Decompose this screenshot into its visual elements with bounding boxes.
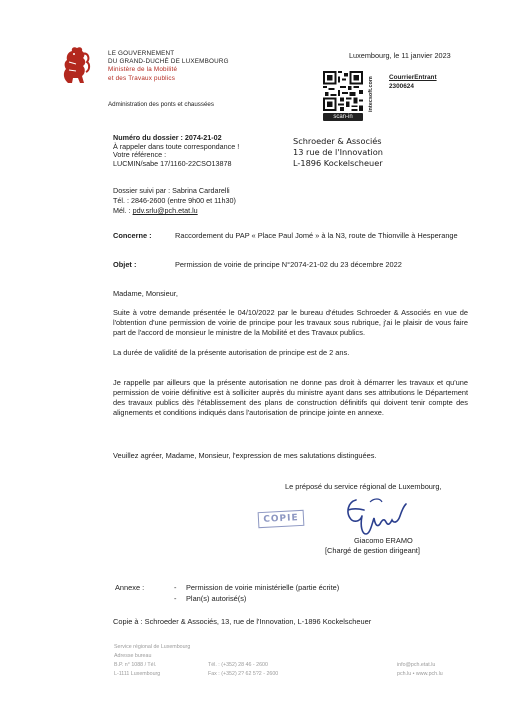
handwritten-signature: [340, 494, 410, 538]
lion-coat-of-arms-logo: [57, 42, 93, 90]
recipient-line-3: L-1896 Kockelscheuer: [293, 158, 383, 168]
government-logo-text: [108, 50, 229, 83]
telephone: Tél. : 2846-2600 (entre 9h00 et 11h30): [113, 196, 236, 205]
prepose-line: Le préposé du service régional de Luxembourg,: [285, 482, 442, 491]
objet-text: Permission de voirie de principe N°2074-21-02 du 23 décembre 2022: [175, 260, 402, 269]
recipient-line-2: 13 rue de l'Innovation: [293, 147, 383, 157]
signer-role: [Chargé de gestion dirigeant]: [325, 546, 420, 555]
concerne-label: Concerne :: [113, 231, 152, 240]
email-line: [113, 206, 236, 216]
reminder-text: À rappeler dans toute correspondance !: [113, 141, 240, 151]
paragraph-1: Suite à votre demande présentée le 04/10/2022 par le bureau d'études Schroeder & Associés en vue de l'obtention d'une permission de voirie de principe pour les travaux sous rubrique, j'ai le plaisir de vous faire part de l'accord de monsieur le ministre de la Mobilité et des Travaux publics.: [113, 308, 468, 337]
ministry-line-1: Ministère de la Mobilité: [108, 66, 178, 74]
annexe-label: Annexe :: [115, 583, 145, 592]
intecsoft-stamp: intecsoft.com: [368, 76, 374, 112]
courrier-label: CourrierEntrant: [389, 74, 437, 81]
courrier-number: 2300624: [389, 83, 414, 90]
copy-to-line: Copie à : Schroeder & Associés, 13, rue de l'Innovation, L-1896 Kockelscheuer: [113, 617, 372, 626]
ministry-line-2: et des Travaux publics: [108, 74, 176, 82]
annexe-item: - Permission de voirie ministérielle (partie écrite): [174, 583, 340, 592]
scan-in-stamp: scan-in: [323, 113, 363, 121]
contact-block: [113, 186, 236, 216]
footer-column-2: Tél. : (+352) 28 46 - 2600 Fax : (+352) 2? 62 5?2 - 2600: [208, 662, 279, 677]
dossier-number: Numéro du dossier : 2074-21-02: [113, 133, 222, 142]
incoming-mail-stamp: [389, 73, 437, 91]
annexe-item: - Plan(s) autorisé(s): [174, 594, 247, 603]
recipient-address: [293, 136, 383, 169]
administration-name: Administration des ponts et chaussées: [108, 101, 214, 108]
qr-code-icon: [323, 71, 363, 111]
objet-label: Objet :: [113, 260, 137, 269]
org-line-1: LE GOUVERNEMENT: [108, 50, 175, 57]
dossier-block: [113, 134, 239, 168]
salutation: Madame, Monsieur,: [113, 289, 178, 298]
recipient-line-1: Schroeder & Associés: [293, 136, 382, 146]
footer-column-3: info@pch.etat.lu pch.lu • www.pch.lu: [397, 662, 443, 677]
email-link[interactable]: pdv.srlu@pch.etat.lu: [132, 206, 198, 215]
signer-name: Giacomo ERAMO: [354, 536, 413, 545]
paragraph-2: La durée de validité de la présente autorisation de principe est de 2 ans.: [113, 348, 350, 357]
concerne-text: Raccordement du PAP « Place Paul Jomé » à la N3, route de Thionville à Hesperange: [175, 231, 458, 240]
paragraph-4: Veuillez agréer, Madame, Monsieur, l'expression de mes salutations distinguées.: [113, 451, 377, 460]
copie-stamp: COPIE: [258, 510, 305, 528]
reference-value: LUCMIN/sabe 17/1160-22CSO13878: [113, 158, 232, 168]
org-line-2: DU GRAND-DUCHÉ DE LUXEMBOURG: [108, 58, 229, 66]
reference-label: Votre référence :: [113, 150, 167, 159]
paragraph-3: Je rappelle par ailleurs que la présente autorisation ne donne pas droit à démarrer les travaux et qu'une permission de voirie définitive est à solliciter auprès du ministre ayant dans ses attributions le Département des travaux publics dès l'établissement des plans de construction définitifs qui doivent tenir compte des alignements et conditions indiqués dans l'autorisation de principe jointe en annexe.: [113, 378, 468, 417]
email-label: Mél. :: [113, 206, 133, 215]
place-and-date: Luxembourg, le 11 janvier 2023: [349, 51, 451, 60]
followed-by: Dossier suivi par : Sabrina Cardarelli: [113, 186, 230, 195]
footer-column-1: Service régional de Luxembourg Adresse bureau B.P. n° 1088 / Tél. L-1111 Luxembourg: [114, 644, 191, 677]
